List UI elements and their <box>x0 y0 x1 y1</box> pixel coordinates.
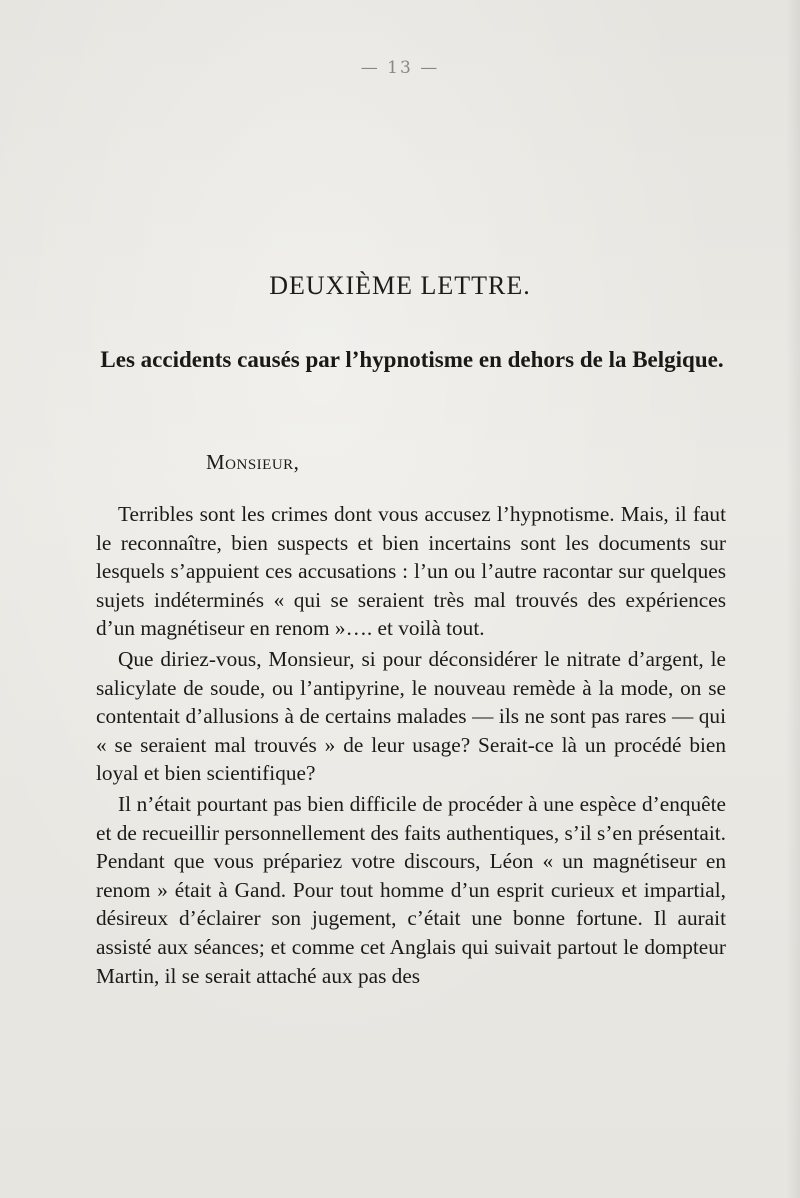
paragraph: Il n’était pourtant pas bien difficile de procéder à une espèce d’enquête et de recueillir personnellement des faits authentiques, s’il s’en présentait. Pendant que vous prépariez votre discours, Léon « un magnétiseur en renom » était à Gand. Pour tout homme d’un esprit curieux et impartial, désireux d’éclairer son jugement, c’était une bonne fortune. Il aurait assisté aux séances; et comme cet Anglais qui suivait partout le dompteur Martin, il se serait attaché aux pas des <box>96 791 726 988</box>
paragraph: Terribles sont les crimes dont vous accusez l’hypnotisme. Mais, il faut le reconnaître, bien suspects et bien incertains sont les documents sur lesquels s’appuient ces accusations : l’un ou l’autre racontar sur quelques sujets indéterminés « qui se seraient très mal trouvés des expériences d’un magnétiseur en renom »…. et voilà tout. <box>96 502 726 641</box>
page-edge-shadow <box>786 0 800 1198</box>
paragraph: Que diriez-vous, Monsieur, si pour déconsidérer le nitrate d’argent, le salicylate de soude, ou l’antipyrine, le nouveau remède à la mode, on se contentait d’allusions à de certains malades — ils ne sont pas rares — qui « se seraient mal trouvés » de leur usage? Serait-ce là un procédé bien loyal et bien scientifique? <box>96 646 726 786</box>
letter-heading: DEUXIÈME LETTRE. <box>269 271 531 300</box>
letter-subtitle: Les accidents causés par l’hypnotisme en dehors de la Belgique. <box>100 347 724 372</box>
letter-body <box>96 500 726 990</box>
page-number: — 13 — <box>360 58 440 78</box>
salutation: Monsieur, <box>206 450 300 474</box>
